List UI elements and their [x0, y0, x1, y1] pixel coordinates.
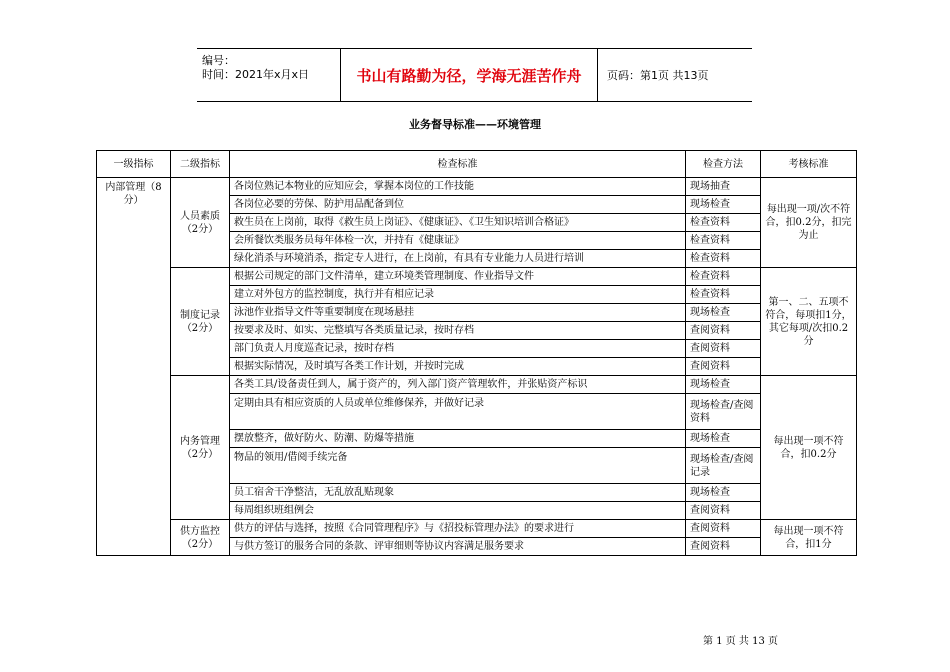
- page-footer: 第 1 页 共 13 页: [703, 636, 778, 647]
- standard-cell: 员工宿舍干净整洁，无乱放乱贴现象: [230, 484, 686, 502]
- method-cell: 查阅资料: [686, 358, 761, 376]
- column-header-level1: 一级指标: [97, 151, 171, 178]
- standard-cell: 救生员在上岗前，取得《救生员上岗证》、《健康证》、《卫生知识培训合格证》: [230, 214, 686, 232]
- standard-cell: 各类工具/设备责任到人，属于资产的，列入部门资产管理软件，并张贴资产标识: [230, 376, 686, 394]
- standard-cell: 绿化消杀与环境消杀，指定专人进行，在上岗前，有具有专业能力人员进行培训: [230, 250, 686, 268]
- method-cell: 现场检查: [686, 304, 761, 322]
- level2-cell: 内务管理（2分）: [171, 376, 230, 520]
- inspection-standards-table: [96, 150, 857, 556]
- score-cell: 每出现一项不符合，扣0.2分: [761, 376, 857, 520]
- method-cell: 现场检查: [686, 376, 761, 394]
- column-header-level2: 二级指标: [171, 151, 230, 178]
- table-row: [97, 178, 857, 196]
- column-header-standard: 检查标准: [230, 151, 686, 178]
- score-cell: 每出现一项/次不符合，扣0.2分，扣完为止: [761, 178, 857, 268]
- header-info-cell: [197, 49, 340, 101]
- standard-cell: 各岗位熟记本物业的应知应会，掌握本岗位的工作技能: [230, 178, 686, 196]
- table-row: [97, 376, 857, 394]
- method-cell: 查阅资料: [686, 322, 761, 340]
- document-title: 业务督导标准——环境管理: [409, 118, 541, 131]
- document-header: [197, 48, 752, 102]
- standard-cell: 部门负责人月度巡查记录，按时存档: [230, 340, 686, 358]
- header-page-label: 页码：第1页 共13页: [607, 69, 709, 82]
- method-cell: 现场抽查: [686, 178, 761, 196]
- level2-cell: 人员素质（2分）: [171, 178, 230, 268]
- method-cell: 现场检查: [686, 196, 761, 214]
- standard-cell: 会所餐饮类服务员每年体检一次，并持有《健康证》: [230, 232, 686, 250]
- document-number-label: 编号：: [202, 54, 235, 67]
- method-cell: 检查资料: [686, 250, 761, 268]
- method-cell: 检查资料: [686, 286, 761, 304]
- standard-cell: 物品的领用/借阅手续完备: [230, 448, 686, 484]
- level1-cell: 内部管理（8分）: [97, 178, 171, 556]
- standard-cell: 定期由具有相应资质的人员或单位维修保养，并做好记录: [230, 394, 686, 430]
- method-cell: 查阅资料: [686, 340, 761, 358]
- standard-cell: 供方的评估与选择，按照《合同管理程序》与《招投标管理办法》的要求进行: [230, 520, 686, 538]
- method-cell: 现场检查/查阅资料: [686, 394, 761, 430]
- standard-cell: 与供方签订的服务合同的条款、评审细则等协议内容满足服务要求: [230, 538, 686, 556]
- document-date-label: 时间：2021年x月x日: [202, 68, 310, 81]
- method-cell: 查阅资料: [686, 502, 761, 520]
- method-cell: 现场检查: [686, 430, 761, 448]
- standard-cell: 按要求及时、如实、完整填写各类质量记录，按时存档: [230, 322, 686, 340]
- standard-cell: 根据公司规定的部门文件清单，建立环境类管理制度、作业指导文件: [230, 268, 686, 286]
- standard-cell: 泳池作业指导文件等重要制度在现场悬挂: [230, 304, 686, 322]
- table-header-row: [97, 151, 857, 178]
- standard-cell: 摆放整齐，做好防火、防潮、防爆等措施: [230, 430, 686, 448]
- header-slogan: 书山有路勤为径，学海无涯苦作舟: [340, 49, 598, 101]
- standard-cell: 每周组织班组例会: [230, 502, 686, 520]
- method-cell: 检查资料: [686, 232, 761, 250]
- score-cell: 第一、二、五项不符合，每项扣1分，其它每项/次扣0.2分: [761, 268, 857, 376]
- column-header-score: 考核标准: [761, 151, 857, 178]
- method-cell: 现场检查: [686, 484, 761, 502]
- method-cell: 查阅资料: [686, 538, 761, 556]
- standard-cell: 各岗位必要的劳保、防护用品配备到位: [230, 196, 686, 214]
- method-cell: 检查资料: [686, 214, 761, 232]
- score-cell: 每出现一项不符合，扣1分: [761, 520, 857, 556]
- table-row: [97, 520, 857, 538]
- standard-cell: 建立对外包方的监控制度，执行并有相应记录: [230, 286, 686, 304]
- table-row: [97, 268, 857, 286]
- standard-cell: 根据实际情况，及时填写各类工作计划，并按时完成: [230, 358, 686, 376]
- method-cell: 检查资料: [686, 268, 761, 286]
- level2-cell: 制度记录（2分）: [171, 268, 230, 376]
- method-cell: 现场检查/查阅记录: [686, 448, 761, 484]
- level2-cell: 供方监控（2分）: [171, 520, 230, 556]
- column-header-method: 检查方法: [686, 151, 761, 178]
- method-cell: 查阅资料: [686, 520, 761, 538]
